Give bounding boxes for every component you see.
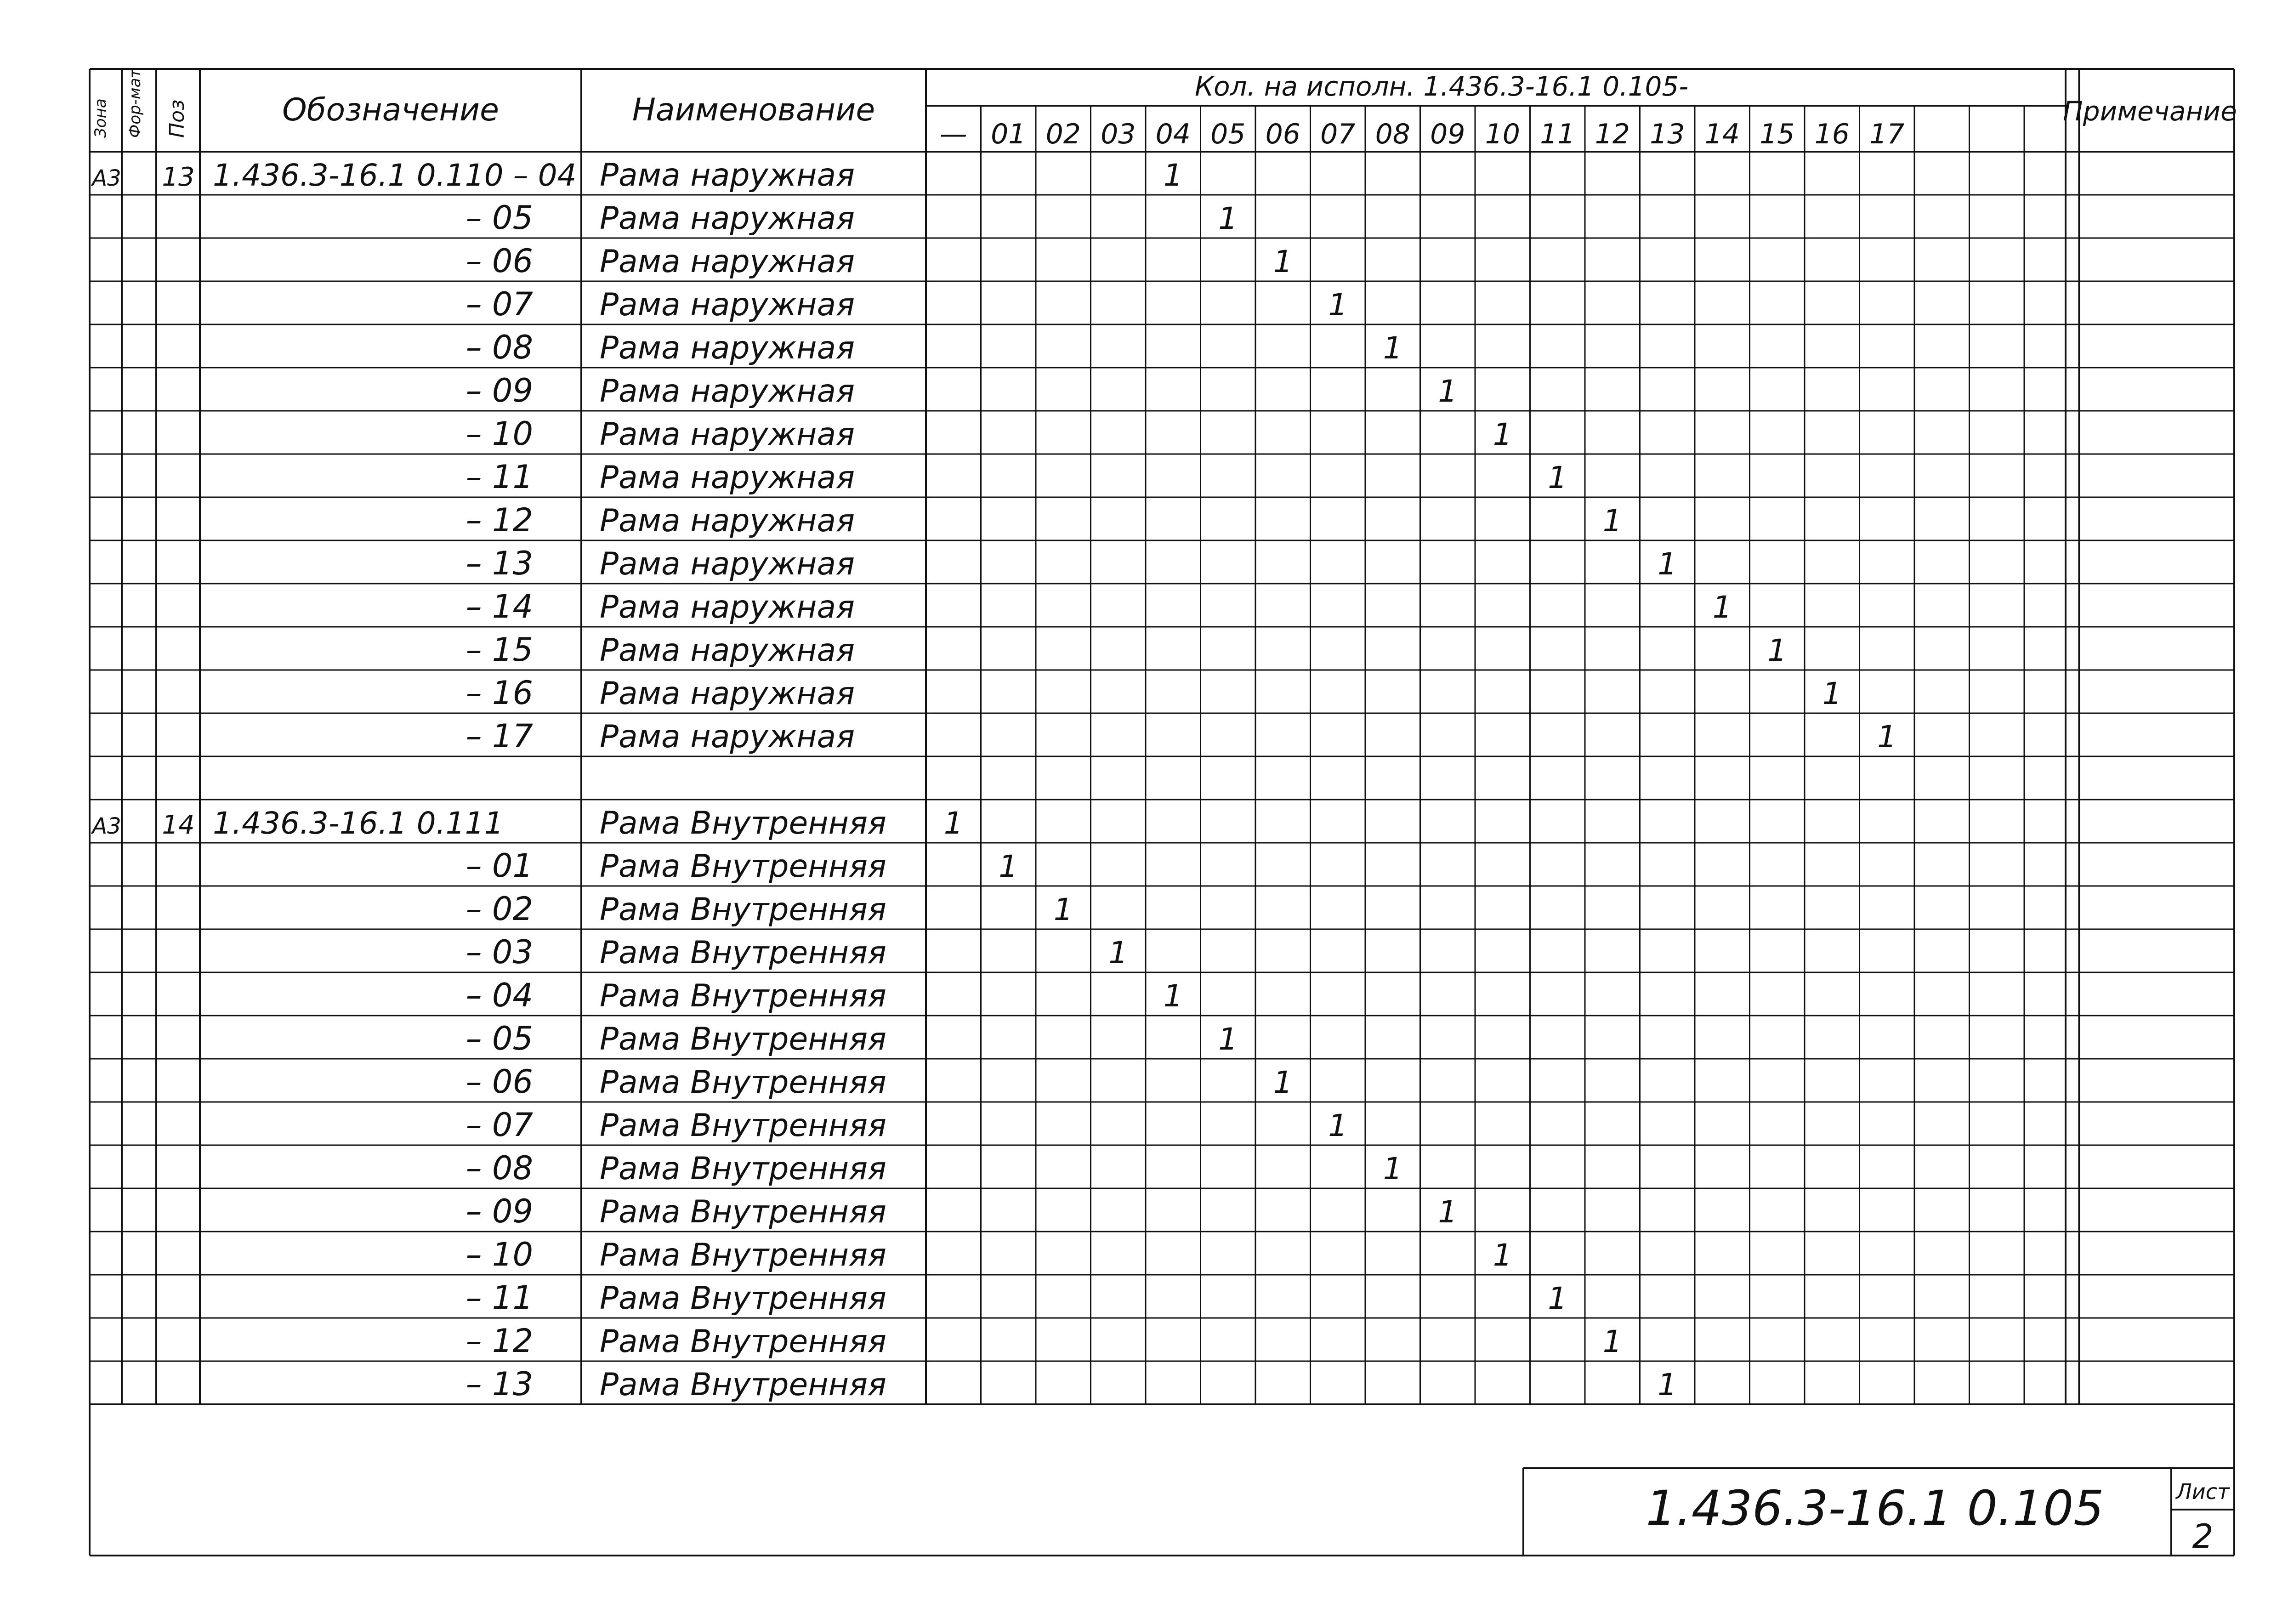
row-name: Рама наружная	[600, 676, 855, 712]
table-row	[466, 242, 1293, 280]
row-quantity: 1	[999, 849, 1018, 884]
row-designation: – 05	[466, 1020, 533, 1057]
row-name: Рама Внутренняя	[600, 1237, 886, 1273]
table-row	[466, 717, 1897, 755]
row-designation: – 06	[466, 242, 533, 280]
header-variant-10: 10	[1485, 118, 1520, 150]
row-quantity: 1	[1163, 158, 1183, 193]
table-row	[466, 847, 1018, 885]
row-format: А3	[92, 165, 121, 191]
title-block	[1523, 1468, 2234, 1556]
table-row	[466, 977, 1183, 1014]
row-quantity: 1	[943, 806, 963, 841]
header-variant-16: 16	[1814, 118, 1850, 150]
header-variant-0: —	[939, 118, 967, 150]
table-row	[466, 1106, 1348, 1144]
table-row	[466, 1279, 1567, 1317]
row-name: Рама наружная	[600, 200, 855, 237]
row-designation: – 13	[466, 545, 533, 582]
table-body	[90, 157, 2234, 1403]
table-row	[466, 674, 1842, 712]
row-designation: – 11	[466, 1279, 533, 1317]
row-designation: – 01	[466, 847, 533, 885]
row-quantity: 1	[1218, 1022, 1238, 1057]
header-variant-2: 02	[1045, 118, 1081, 150]
row-name: Рама наружная	[600, 460, 855, 496]
table-header	[91, 68, 2237, 150]
row-quantity: 1	[1712, 590, 1732, 625]
row-quantity: 1	[1053, 892, 1073, 927]
row-quantity: 1	[1383, 1151, 1402, 1187]
row-quantity: 1	[1108, 935, 1128, 971]
table-row	[466, 285, 1348, 323]
header-variant-7: 07	[1320, 118, 1356, 150]
row-name: Рама Внутренняя	[600, 848, 886, 885]
row-designation: – 09	[466, 1192, 533, 1230]
row-designation: – 16	[466, 674, 533, 712]
row-name: Рама наружная	[600, 373, 855, 409]
table-row	[466, 415, 1512, 453]
row-name: Рама Внутренняя	[600, 935, 886, 971]
row-designation: – 03	[466, 933, 533, 971]
table-row	[466, 1192, 1458, 1230]
table-row	[91, 805, 963, 841]
row-quantity: 1	[1548, 1281, 1567, 1316]
header-pos: Поз	[165, 99, 189, 138]
row-designation: – 08	[466, 329, 533, 366]
row-quantity: 1	[1822, 676, 1842, 711]
row-designation: – 11	[466, 458, 533, 496]
table-row	[466, 890, 1073, 928]
row-quantity: 1	[1438, 374, 1458, 409]
row-designation: – 13	[466, 1365, 533, 1403]
table-row	[466, 458, 1567, 496]
header-variant-4: 04	[1155, 118, 1191, 150]
table-row	[466, 588, 1732, 625]
row-quantity: 1	[1877, 719, 1897, 755]
table-row	[466, 1063, 1293, 1101]
row-designation: – 10	[466, 1236, 533, 1273]
row-quantity: 1	[1218, 201, 1238, 236]
row-quantity: 1	[1658, 546, 1677, 582]
row-name: Рама Внутренняя	[600, 1280, 886, 1317]
row-name: Рама наружная	[600, 546, 855, 582]
row-name: Рама Внутренняя	[600, 1323, 886, 1360]
row-name: Рама Внутренняя	[600, 1021, 886, 1057]
row-name: Рама наружная	[600, 416, 855, 453]
row-designation: – 10	[466, 415, 533, 453]
table-row	[466, 1236, 1512, 1273]
header-variant-6: 06	[1265, 118, 1300, 150]
header-name: Наименование	[632, 92, 875, 128]
table-row	[466, 933, 1128, 971]
row-name: Рама наружная	[600, 632, 855, 669]
row-designation: – 04	[466, 977, 533, 1014]
row-designation: – 12	[466, 501, 533, 539]
header-variant-3: 03	[1101, 118, 1136, 150]
row-name: Рама Внутренняя	[600, 805, 886, 841]
row-designation: – 14	[466, 588, 533, 625]
table-row	[466, 329, 1402, 366]
row-designation: – 05	[466, 199, 533, 237]
header-designation: Обозначение	[282, 92, 499, 128]
row-pos: 13	[162, 162, 195, 192]
header-variant-5: 05	[1210, 118, 1246, 150]
row-designation: – 06	[466, 1063, 533, 1101]
row-quantity: 1	[1273, 1065, 1293, 1100]
row-quantity: 1	[1493, 1238, 1512, 1273]
header-variant-9: 09	[1430, 118, 1465, 150]
table-row	[91, 157, 1182, 193]
row-quantity: 1	[1658, 1367, 1677, 1403]
row-name: Рама Внутренняя	[600, 1064, 886, 1101]
row-name: Рама Внутренняя	[600, 891, 886, 928]
row-name: Рама Внутренняя	[600, 1194, 886, 1230]
header-zone: Зона	[91, 98, 110, 138]
document-code: 1.436.3-16.1 0.105	[1646, 1480, 2104, 1536]
row-designation: – 08	[466, 1149, 533, 1187]
table-row	[466, 545, 1677, 582]
row-quantity: 1	[1383, 330, 1402, 366]
table-row	[466, 1365, 1677, 1403]
row-name: Рама наружная	[600, 157, 855, 193]
table-row	[466, 501, 1622, 539]
header-variant-1: 01	[991, 118, 1026, 150]
row-name: Рама наружная	[600, 330, 855, 366]
row-name: Рама Внутренняя	[600, 1367, 886, 1403]
row-quantity: 1	[1163, 978, 1183, 1014]
header-variant-15: 15	[1760, 118, 1795, 150]
header-qty-title: Кол. на исполн. 1.436.3-16.1 0.105-	[1195, 71, 1689, 102]
header-variant-11: 11	[1540, 118, 1575, 150]
row-quantity: 1	[1328, 1108, 1348, 1143]
row-designation: – 17	[466, 717, 533, 755]
row-name: Рама Внутренняя	[600, 978, 886, 1014]
row-name: Рама наружная	[600, 589, 855, 625]
header-format: Фор-мат	[126, 68, 144, 138]
row-format: А3	[92, 813, 121, 839]
row-quantity: 1	[1273, 244, 1293, 279]
row-designation: – 07	[466, 285, 533, 323]
header-note: Примечание	[2063, 96, 2237, 127]
row-name: Рама Внутренняя	[600, 1107, 886, 1144]
sheet-number: 2	[2192, 1517, 2214, 1556]
header-variant-8: 08	[1375, 118, 1410, 150]
row-designation: – 07	[466, 1106, 533, 1144]
row-name: Рама наружная	[600, 244, 855, 280]
sheet-label: Лист	[2176, 1479, 2230, 1504]
row-designation: – 09	[466, 372, 533, 409]
row-designation: 1.436.3-16.1 0.110 – 04	[213, 158, 577, 193]
row-designation: – 15	[466, 631, 533, 669]
row-quantity: 1	[1602, 503, 1622, 539]
header-variant-14: 14	[1704, 118, 1740, 150]
row-designation: 1.436.3-16.1 0.111	[213, 806, 504, 841]
row-designation: – 12	[466, 1322, 533, 1360]
row-quantity: 1	[1602, 1324, 1622, 1359]
table-row	[466, 372, 1458, 409]
header-variant-12: 12	[1595, 118, 1630, 150]
row-quantity: 1	[1548, 460, 1567, 495]
header-variant-17: 17	[1869, 118, 1905, 150]
table-row	[466, 1322, 1622, 1360]
row-name: Рама Внутренняя	[600, 1151, 886, 1187]
table-row	[466, 631, 1787, 669]
row-quantity: 1	[1767, 633, 1787, 668]
table-row	[466, 1149, 1402, 1187]
header-variant-13: 13	[1650, 118, 1685, 150]
row-quantity: 1	[1328, 287, 1348, 323]
row-designation: – 02	[466, 890, 533, 928]
row-pos: 14	[162, 810, 195, 840]
row-quantity: 1	[1493, 417, 1512, 452]
row-name: Рама наружная	[600, 287, 855, 323]
row-name: Рама наружная	[600, 719, 855, 755]
row-name: Рама наружная	[600, 503, 855, 539]
row-quantity: 1	[1438, 1194, 1458, 1230]
